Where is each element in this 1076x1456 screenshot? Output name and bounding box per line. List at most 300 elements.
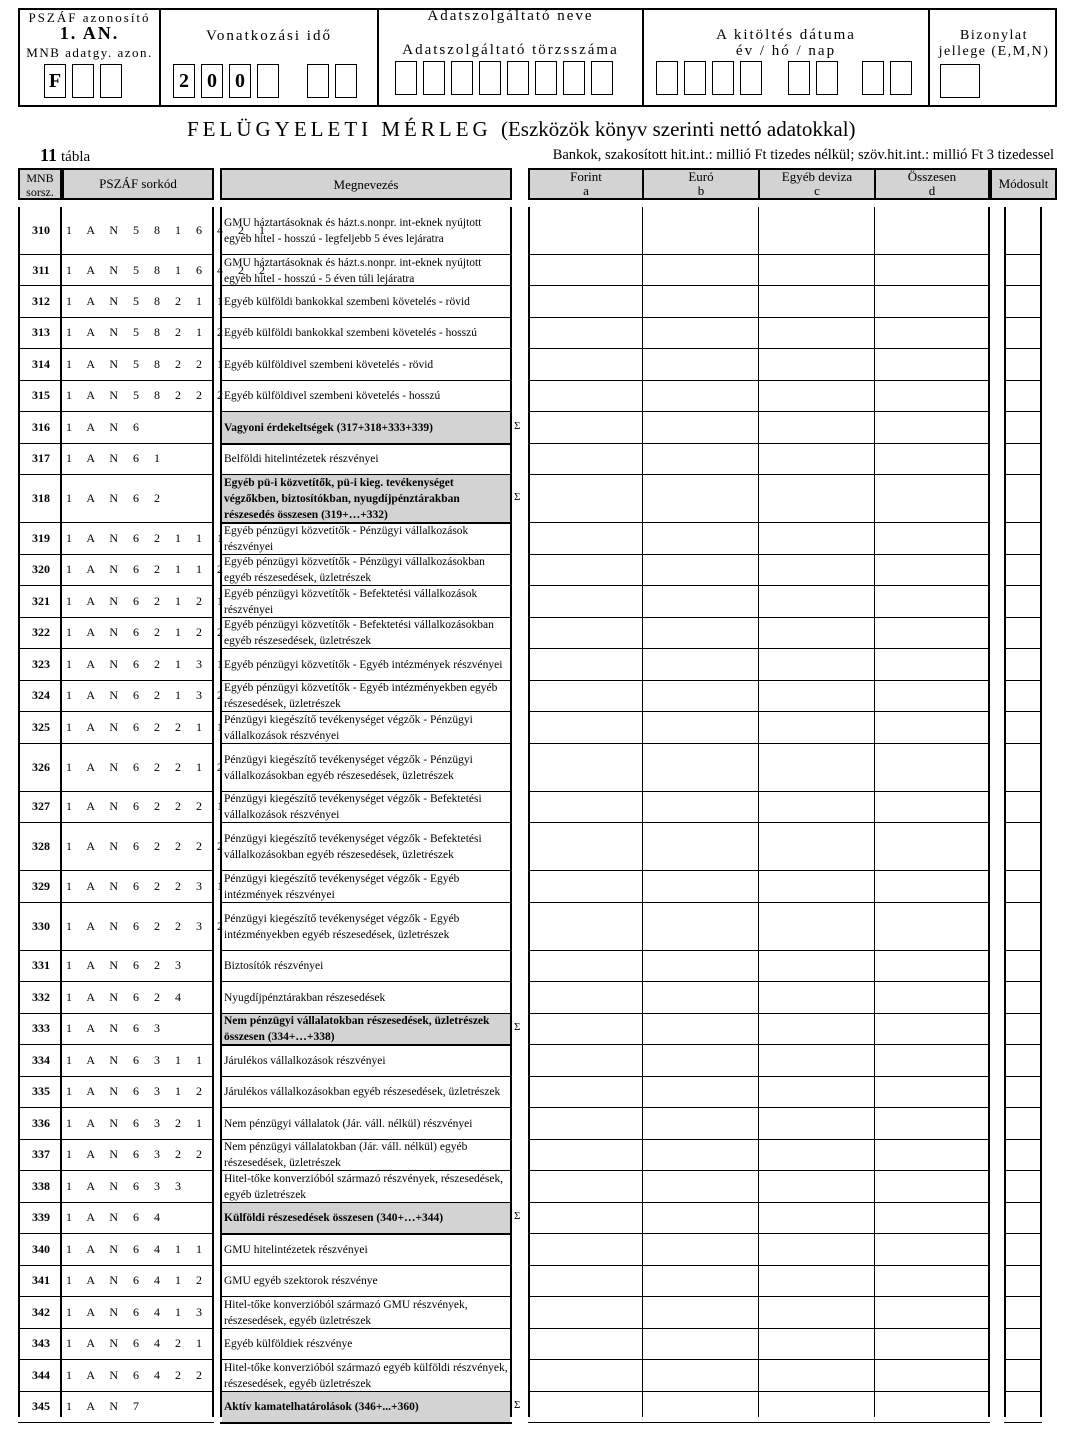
value-euro-cell[interactable] xyxy=(642,744,758,792)
value-other-cell[interactable] xyxy=(758,555,874,587)
value-forint-cell[interactable] xyxy=(528,255,642,286)
table-row xyxy=(0,586,1076,618)
provider-reg-cell[interactable] xyxy=(479,61,501,95)
value-forint-cell[interactable] xyxy=(528,1077,642,1109)
row-code: 1 A N 6 3 xyxy=(66,1021,167,1036)
value-euro-cell[interactable] xyxy=(642,444,758,476)
value-other-cell[interactable] xyxy=(758,1392,874,1424)
value-other-cell[interactable] xyxy=(758,1014,874,1046)
value-forint-cell[interactable] xyxy=(528,1203,642,1235)
value-total-cell[interactable] xyxy=(874,1171,990,1203)
value-forint-cell[interactable] xyxy=(528,744,642,792)
table-number xyxy=(40,145,90,166)
row-code: 1 A N 6 2 2 2 1 xyxy=(66,799,230,814)
value-forint-cell[interactable] xyxy=(528,412,642,444)
value-euro-cell[interactable] xyxy=(642,618,758,650)
modified-cell[interactable] xyxy=(1006,618,1040,650)
provider-reg-cell[interactable] xyxy=(395,61,417,95)
row-description: Egyéb külföldivel szembeni követelés - hosszú xyxy=(224,390,441,403)
row-number: 336 xyxy=(32,1115,50,1130)
row-code: 1 A N 6 2 1 1 1 xyxy=(66,530,230,545)
value-euro-cell[interactable] xyxy=(642,1014,758,1046)
header-pszaf-box xyxy=(18,8,161,107)
row-number: 339 xyxy=(32,1210,50,1225)
row-code: 1 A N 6 3 2 2 xyxy=(66,1147,209,1162)
value-other-cell[interactable] xyxy=(758,1329,874,1361)
doc-type-label: Bizonylat jellege (E,M,N) xyxy=(938,28,1050,59)
row-code: 1 A N 5 8 1 6 4 2 2 xyxy=(66,262,272,277)
modified-cell[interactable] xyxy=(1006,1234,1040,1266)
provider-reg-cell[interactable] xyxy=(507,61,529,95)
table-row xyxy=(0,412,1076,444)
modified-cell[interactable] xyxy=(1006,792,1040,824)
value-total-cell[interactable] xyxy=(874,792,990,824)
row-number: 324 xyxy=(32,688,50,703)
value-euro-cell[interactable] xyxy=(642,523,758,555)
value-forint-cell[interactable] xyxy=(528,681,642,713)
value-forint-cell[interactable] xyxy=(528,712,642,744)
value-euro-cell[interactable] xyxy=(642,1077,758,1109)
modified-cell[interactable] xyxy=(1006,1329,1040,1361)
value-total-cell[interactable] xyxy=(874,951,990,983)
modified-cell[interactable] xyxy=(1006,712,1040,744)
value-euro-cell[interactable] xyxy=(642,1360,758,1392)
modified-cell[interactable] xyxy=(1006,823,1040,871)
value-euro-cell[interactable] xyxy=(642,649,758,681)
table-number-value: 11 xyxy=(40,145,58,165)
row-description: Belföldi hitelintézetek részvényei xyxy=(224,453,379,466)
modified-cell[interactable] xyxy=(1006,381,1040,413)
row-description: Egyéb külföldi bankokkal szembeni követelés - rövid xyxy=(224,295,470,308)
row-description: Egyéb pénzügyi közvetítők - Pénzügyi vállalkozásokban egyéb részesedések, üzletrészek xyxy=(224,556,485,585)
modified-cell[interactable] xyxy=(1006,1360,1040,1392)
period-digit-cell[interactable]: 0 xyxy=(229,64,251,98)
value-euro-cell[interactable] xyxy=(642,1234,758,1266)
modified-cell[interactable] xyxy=(1006,555,1040,587)
value-total-cell[interactable] xyxy=(874,1140,990,1172)
value-euro-cell[interactable] xyxy=(642,286,758,318)
fill-date-cell[interactable] xyxy=(712,61,734,95)
modified-cell[interactable] xyxy=(1006,1077,1040,1109)
row-number: 333 xyxy=(32,1021,50,1036)
value-total-cell[interactable] xyxy=(874,903,990,951)
value-other-cell[interactable] xyxy=(758,1266,874,1298)
value-euro-cell[interactable] xyxy=(642,412,758,444)
value-other-cell[interactable] xyxy=(758,1203,874,1235)
value-euro-cell[interactable] xyxy=(642,207,758,255)
value-euro-cell[interactable] xyxy=(642,1203,758,1235)
row-description: Pénzügyi kiegészítő tevékenységet végzők - Pénzügyi vállalkozásokban egyéb részesedések, üzletrészek xyxy=(224,753,473,782)
modified-cell[interactable] xyxy=(1006,649,1040,681)
fill-date-cell[interactable] xyxy=(890,61,912,95)
value-total-cell[interactable] xyxy=(874,982,990,1014)
value-total-cell[interactable] xyxy=(874,555,990,587)
provider-reg-cell[interactable] xyxy=(591,61,613,95)
value-euro-cell[interactable] xyxy=(642,1108,758,1140)
value-euro-cell[interactable] xyxy=(642,1045,758,1077)
provider-reg-cell[interactable] xyxy=(563,61,585,95)
table-row xyxy=(0,349,1076,381)
row-description: Nem pénzügyi vállalatokban (Jár. váll. nélkül) egyéb részesedések, üzletrészek xyxy=(224,1141,468,1170)
value-other-cell[interactable] xyxy=(758,1234,874,1266)
value-forint-cell[interactable] xyxy=(528,555,642,587)
modified-cell[interactable] xyxy=(1006,1140,1040,1172)
table-row xyxy=(0,1203,1076,1235)
header-doctype-box xyxy=(928,8,1057,107)
col-header-other-label: Egyéb deviza xyxy=(781,169,853,184)
value-other-cell[interactable] xyxy=(758,618,874,650)
modified-cell[interactable] xyxy=(1006,286,1040,318)
value-other-cell[interactable] xyxy=(758,1140,874,1172)
value-total-cell[interactable] xyxy=(874,1045,990,1077)
modified-cell[interactable] xyxy=(1006,1045,1040,1077)
row-code: 1 A N 6 2 1 1 2 xyxy=(66,562,230,577)
value-total-cell[interactable] xyxy=(874,1014,990,1046)
value-forint-cell[interactable] xyxy=(528,1014,642,1046)
modified-cell[interactable] xyxy=(1006,207,1040,255)
table-row xyxy=(0,1045,1076,1077)
value-euro-cell[interactable] xyxy=(642,951,758,983)
value-total-cell[interactable] xyxy=(874,649,990,681)
value-forint-cell[interactable] xyxy=(528,1360,642,1392)
table-row xyxy=(0,475,1076,523)
fill-date-cell[interactable] xyxy=(788,61,810,95)
value-forint-cell[interactable] xyxy=(528,318,642,350)
row-description: Egyéb pénzügyi közvetítők - Befektetési vállalkozásokban egyéb részesedések, üzletrészek xyxy=(224,619,494,648)
value-other-cell[interactable] xyxy=(758,1171,874,1203)
value-euro-cell[interactable] xyxy=(642,1297,758,1329)
value-euro-cell[interactable] xyxy=(642,1266,758,1298)
col-header-pszaf: PSZÁF sorkód xyxy=(62,168,214,200)
modified-cell[interactable] xyxy=(1006,475,1040,523)
row-description: Egyéb pü-i közvetítők, pü-i kieg. tevékenységet végzőkben, biztosítókban, nyugdíjpénztárakban részesedés összesen (319+…+332) xyxy=(222,475,510,523)
row-number: 327 xyxy=(32,799,50,814)
row-description: Hitel-tőke konverzióból származó egyéb külföldi részvények, részesedések, egyéb üzletrészek xyxy=(224,1361,508,1390)
value-forint-cell[interactable] xyxy=(528,444,642,476)
period-digit-cell[interactable] xyxy=(307,64,329,98)
value-total-cell[interactable] xyxy=(874,744,990,792)
provider-reg-cell[interactable] xyxy=(451,61,473,95)
value-other-cell[interactable] xyxy=(758,318,874,350)
value-other-cell[interactable] xyxy=(758,1297,874,1329)
modified-cell[interactable] xyxy=(1006,349,1040,381)
title-main: FELÜGYELETI MÉRLEG xyxy=(187,117,492,141)
value-euro-cell[interactable] xyxy=(642,982,758,1014)
value-total-cell[interactable] xyxy=(874,286,990,318)
fill-date-cell[interactable] xyxy=(816,61,838,95)
value-total-cell[interactable] xyxy=(874,1234,990,1266)
value-euro-cell[interactable] xyxy=(642,255,758,286)
row-number: 316 xyxy=(32,419,50,434)
row-code: 1 A N 5 8 2 1 1 xyxy=(66,293,230,308)
row-description: Egyéb külföldi bankokkal szembeni követelés - hosszú xyxy=(224,327,477,340)
value-total-cell[interactable] xyxy=(874,1077,990,1109)
value-total-cell[interactable] xyxy=(874,681,990,713)
value-euro-cell[interactable] xyxy=(642,1140,758,1172)
value-forint-cell[interactable] xyxy=(528,951,642,983)
modified-cell[interactable] xyxy=(1006,255,1040,286)
value-total-cell[interactable] xyxy=(874,318,990,350)
value-total-cell[interactable] xyxy=(874,444,990,476)
row-number: 326 xyxy=(32,759,50,774)
value-euro-cell[interactable] xyxy=(642,1392,758,1424)
value-total-cell[interactable] xyxy=(874,1203,990,1235)
value-euro-cell[interactable] xyxy=(642,1171,758,1203)
value-forint-cell[interactable] xyxy=(528,475,642,523)
value-euro-cell[interactable] xyxy=(642,318,758,350)
row-description: Nem pénzügyi vállalatokban részesedések, üzletrészek összesen (334+…+338) xyxy=(222,1014,510,1046)
doc-type-cell[interactable] xyxy=(940,64,980,98)
row-number: 323 xyxy=(32,656,50,671)
value-other-cell[interactable] xyxy=(758,903,874,951)
value-forint-cell[interactable] xyxy=(528,381,642,413)
provider-reg-cell[interactable] xyxy=(535,61,557,95)
value-total-cell[interactable] xyxy=(874,1108,990,1140)
row-code: 1 A N 6 4 2 2 xyxy=(66,1367,209,1382)
modified-cell[interactable] xyxy=(1006,1108,1040,1140)
sum-sigma-icon: Σ xyxy=(514,1210,521,1223)
value-other-cell[interactable] xyxy=(758,207,874,255)
value-other-cell[interactable] xyxy=(758,381,874,413)
value-total-cell[interactable] xyxy=(874,1329,990,1361)
value-other-cell[interactable] xyxy=(758,951,874,983)
value-total-cell[interactable] xyxy=(874,823,990,871)
value-forint-cell[interactable] xyxy=(528,903,642,951)
row-description: GMU háztartásoknak és házt.s.nonpr. int-eknek nyújtott egyéb hitel - hosszú - 5 éven túli lejáratra xyxy=(224,256,482,285)
modified-cell[interactable] xyxy=(1006,444,1040,476)
fill-date-cell[interactable] xyxy=(862,61,884,95)
row-number: 331 xyxy=(32,958,50,973)
row-description: Aktív kamatelhatárolások (346+...+360) xyxy=(222,1392,510,1424)
value-forint-cell[interactable] xyxy=(528,286,642,318)
row-description: Egyéb pénzügyi közvetítők - Pénzügyi vállalkozások részvényei xyxy=(224,524,469,553)
row-number: 345 xyxy=(32,1399,50,1414)
table-row xyxy=(0,1360,1076,1392)
value-total-cell[interactable] xyxy=(874,871,990,903)
form-letter-cell[interactable] xyxy=(100,64,122,98)
value-total-cell[interactable] xyxy=(874,349,990,381)
value-forint-cell[interactable] xyxy=(528,1140,642,1172)
period-digit-cell[interactable]: 2 xyxy=(173,64,195,98)
row-code: 1 A N 6 2 2 3 2 xyxy=(66,918,230,933)
table-row xyxy=(0,1234,1076,1266)
value-forint-cell[interactable] xyxy=(528,207,642,255)
sum-sigma-icon: Σ xyxy=(514,1399,521,1412)
value-total-cell[interactable] xyxy=(874,1392,990,1424)
modified-cell[interactable] xyxy=(1006,586,1040,618)
value-forint-cell[interactable] xyxy=(528,1171,642,1203)
period-digit-cell[interactable]: 0 xyxy=(201,64,223,98)
value-total-cell[interactable] xyxy=(874,381,990,413)
row-description: Egyéb pénzügyi közvetítők - Egyéb intézmények részvényei xyxy=(224,658,503,671)
value-euro-cell[interactable] xyxy=(642,586,758,618)
value-other-cell[interactable] xyxy=(758,1077,874,1109)
modified-cell[interactable] xyxy=(1006,744,1040,792)
value-euro-cell[interactable] xyxy=(642,349,758,381)
period-label: Vonatkozási idő xyxy=(206,28,332,44)
row-code: 1 A N 5 8 2 2 2 xyxy=(66,388,230,403)
provider-name-label: Adatszolgáltató neve xyxy=(427,8,594,24)
value-total-cell[interactable] xyxy=(874,523,990,555)
value-other-cell[interactable] xyxy=(758,649,874,681)
value-euro-cell[interactable] xyxy=(642,475,758,523)
modified-cell[interactable] xyxy=(1006,318,1040,350)
value-other-cell[interactable] xyxy=(758,1045,874,1077)
value-other-cell[interactable] xyxy=(758,1360,874,1392)
value-other-cell[interactable] xyxy=(758,523,874,555)
table-row xyxy=(0,618,1076,650)
value-forint-cell[interactable] xyxy=(528,349,642,381)
value-forint-cell[interactable] xyxy=(528,792,642,824)
table-row xyxy=(0,681,1076,713)
row-code: 1 A N 6 2 3 xyxy=(66,958,188,973)
table-row xyxy=(0,1140,1076,1172)
value-euro-cell[interactable] xyxy=(642,555,758,587)
row-description: Egyéb pénzügyi közvetítők - Egyéb intézményekben egyéb részesedések, üzletrészek xyxy=(224,682,498,711)
fill-date-cell[interactable] xyxy=(684,61,706,95)
value-euro-cell[interactable] xyxy=(642,1329,758,1361)
value-other-cell[interactable] xyxy=(758,586,874,618)
modified-cell[interactable] xyxy=(1006,1266,1040,1298)
col-header-euro xyxy=(642,168,760,200)
modified-cell[interactable] xyxy=(1006,903,1040,951)
col-header-other-sub: c xyxy=(814,183,820,198)
value-other-cell[interactable] xyxy=(758,412,874,444)
value-other-cell[interactable] xyxy=(758,286,874,318)
header-period-box xyxy=(159,8,379,107)
fill-date-cell[interactable] xyxy=(740,61,762,95)
value-forint-cell[interactable] xyxy=(528,523,642,555)
value-forint-cell[interactable] xyxy=(528,871,642,903)
modified-cell[interactable] xyxy=(1006,681,1040,713)
table-row xyxy=(0,1171,1076,1203)
table-row xyxy=(0,792,1076,824)
row-number: 341 xyxy=(32,1273,50,1288)
value-other-cell[interactable] xyxy=(758,823,874,871)
value-other-cell[interactable] xyxy=(758,349,874,381)
col-header-forint-label: Forint xyxy=(570,169,602,184)
value-total-cell[interactable] xyxy=(874,1297,990,1329)
col-header-euro-sub: b xyxy=(697,183,705,198)
form-letter-cell[interactable] xyxy=(72,64,94,98)
value-other-cell[interactable] xyxy=(758,792,874,824)
table-number-label: tábla xyxy=(61,149,91,165)
value-euro-cell[interactable] xyxy=(642,871,758,903)
page-title xyxy=(187,117,856,142)
mnb-id-label: MNB adatgy. azon. xyxy=(26,45,153,60)
period-digit-cell[interactable] xyxy=(257,64,279,98)
value-total-cell[interactable] xyxy=(874,618,990,650)
row-code: 1 A N 5 8 1 6 4 2 1 xyxy=(66,223,272,237)
table-row xyxy=(0,823,1076,871)
modified-cell[interactable] xyxy=(1006,412,1040,444)
modified-cell[interactable] xyxy=(1006,1297,1040,1329)
row-number: 332 xyxy=(32,989,50,1004)
modified-cell[interactable] xyxy=(1006,871,1040,903)
value-other-cell[interactable] xyxy=(758,871,874,903)
value-other-cell[interactable] xyxy=(758,982,874,1014)
row-number: 335 xyxy=(32,1084,50,1099)
table-row xyxy=(0,951,1076,983)
value-other-cell[interactable] xyxy=(758,744,874,792)
modified-cell[interactable] xyxy=(1006,1203,1040,1235)
row-number: 313 xyxy=(32,325,50,340)
row-number: 344 xyxy=(32,1367,50,1382)
value-forint-cell[interactable] xyxy=(528,649,642,681)
value-total-cell[interactable] xyxy=(874,255,990,286)
row-number: 330 xyxy=(32,918,50,933)
fill-date-cell[interactable] xyxy=(656,61,678,95)
value-forint-cell[interactable] xyxy=(528,1108,642,1140)
value-other-cell[interactable] xyxy=(758,444,874,476)
row-number: 322 xyxy=(32,625,50,640)
value-forint-cell[interactable] xyxy=(528,982,642,1014)
row-code: 1 A N 5 8 2 1 2 xyxy=(66,325,230,340)
table-row xyxy=(0,1108,1076,1140)
value-total-cell[interactable] xyxy=(874,1360,990,1392)
value-forint-cell[interactable] xyxy=(528,1045,642,1077)
value-forint-cell[interactable] xyxy=(528,823,642,871)
value-forint-cell[interactable] xyxy=(528,1392,642,1424)
row-number: 334 xyxy=(32,1052,50,1067)
value-forint-cell[interactable] xyxy=(528,1234,642,1266)
table-row xyxy=(0,1266,1076,1298)
table-row xyxy=(0,523,1076,555)
value-euro-cell[interactable] xyxy=(642,681,758,713)
value-total-cell[interactable] xyxy=(874,1266,990,1298)
value-forint-cell[interactable] xyxy=(528,586,642,618)
value-euro-cell[interactable] xyxy=(642,792,758,824)
value-other-cell[interactable] xyxy=(758,475,874,523)
row-description: Nyugdíjpénztárakban részesedések xyxy=(224,991,386,1004)
value-forint-cell[interactable] xyxy=(528,618,642,650)
modified-cell[interactable] xyxy=(1006,1392,1040,1424)
value-other-cell[interactable] xyxy=(758,681,874,713)
value-euro-cell[interactable] xyxy=(642,712,758,744)
row-description: Pénzügyi kiegészítő tevékenységet végzők - Befektetési vállalkozásokban egyéb részesedések, üzletrészek xyxy=(224,833,482,861)
table-row xyxy=(0,381,1076,413)
modified-cell[interactable] xyxy=(1006,1171,1040,1203)
value-total-cell[interactable] xyxy=(874,712,990,744)
value-forint-cell[interactable] xyxy=(528,1297,642,1329)
value-forint-cell[interactable] xyxy=(528,1266,642,1298)
value-euro-cell[interactable] xyxy=(642,823,758,871)
modified-cell[interactable] xyxy=(1006,982,1040,1014)
value-total-cell[interactable] xyxy=(874,586,990,618)
modified-cell[interactable] xyxy=(1006,951,1040,983)
row-number: 319 xyxy=(32,530,50,545)
row-number: 340 xyxy=(32,1241,50,1256)
row-code: 1 A N 6 2 2 1 2 xyxy=(66,759,230,774)
col-header-euro-label: Euró xyxy=(688,169,714,184)
col-header-forint xyxy=(528,168,644,200)
value-total-cell[interactable] xyxy=(874,207,990,255)
value-forint-cell[interactable] xyxy=(528,1329,642,1361)
modified-cell[interactable] xyxy=(1006,523,1040,555)
value-euro-cell[interactable] xyxy=(642,381,758,413)
value-other-cell[interactable] xyxy=(758,255,874,286)
value-euro-cell[interactable] xyxy=(642,903,758,951)
modified-cell[interactable] xyxy=(1006,1014,1040,1046)
provider-reg-cell[interactable] xyxy=(423,61,445,95)
period-digit-cell[interactable] xyxy=(335,64,357,98)
value-total-cell[interactable] xyxy=(874,412,990,444)
value-total-cell[interactable] xyxy=(874,475,990,523)
value-other-cell[interactable] xyxy=(758,712,874,744)
table-row xyxy=(0,1392,1076,1424)
form-letter-cell[interactable]: F xyxy=(44,64,66,98)
value-other-cell[interactable] xyxy=(758,1108,874,1140)
